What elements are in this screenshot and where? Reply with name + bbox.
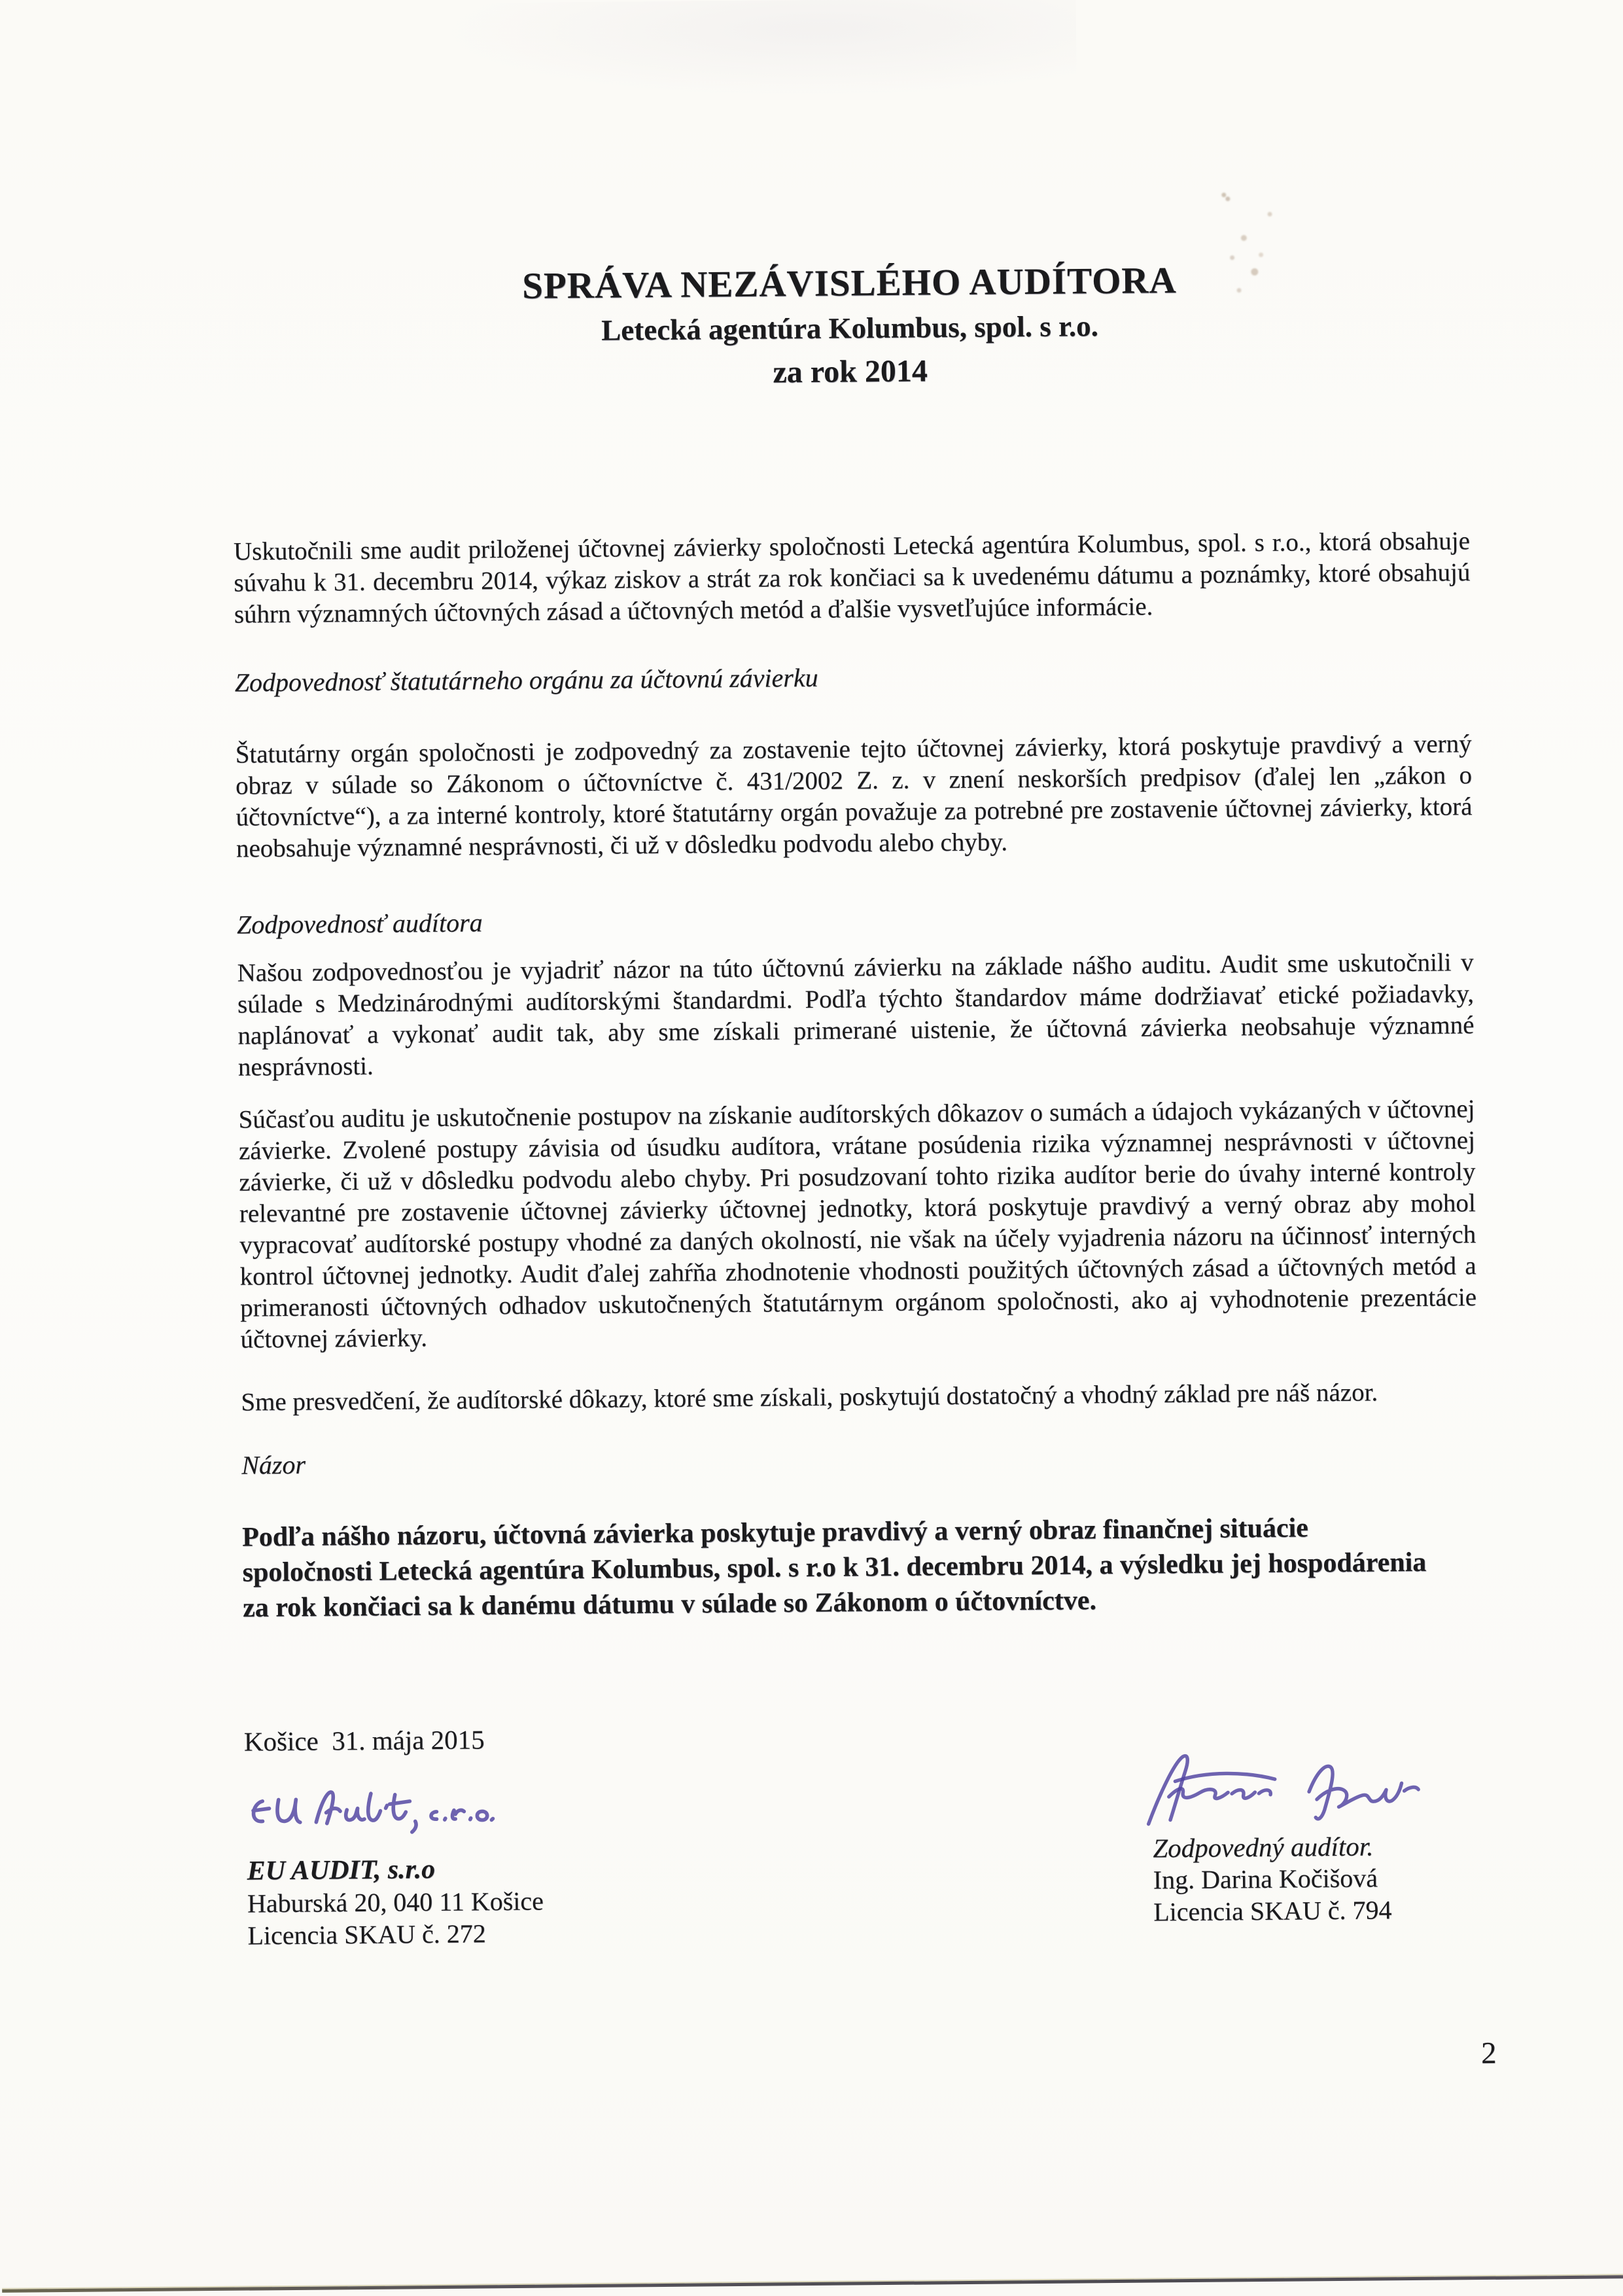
scan-speck-cluster [1221, 192, 1226, 197]
paragraph-opinion: Podľa nášho názoru, účtovná závierka poskytuje pravdivý a verný obraz finančnej situácie spoločnosti Letecká agentúra Kolumbus, spol. s r.o k 31. decembru 2014, a výsledku jej hospodárenia za rok končiaci sa k danému dátumu v súlade so Zákonom o účtovníctve. [241, 1513, 1427, 1623]
place-and-date: Košice 31. mája 2015 [243, 1724, 485, 1757]
heading-auditor-responsibility: Zodpovednosť audítora [236, 908, 483, 940]
paragraph-intro: Uskutočnili sme audit priloženej účtovnej závierky spoločnosti Letecká agentúra Kolumbus, spol. s r.o., ktorá obsahuje súvahu k 31. decembru 2014, výkaz ziskov a strát za rok končiaci sa k uvedenému dátumu a poznámky, ktoré obsahujú súhrn významných účtovných zásad a účtovných metód a ďalšie vysvetľujúce informácie. [233, 527, 1471, 629]
scan-blotch-artifact [435, 0, 1077, 101]
page-number: 2 [1480, 2036, 1497, 2071]
paragraph-audit-procedures: Súčasťou auditu je uskutočnenie postupov na získanie audítorských dôkazov o sumách a údajoch vykázaných v účtovnej závierke. Zvolené postupy závisia od úsudku audítora, vrátane posúdenia rizika významnej nesprávnosti v účtovnej závierke, či už v dôsledku podvodu alebo chyby. Pri posudzovaní tohto rizika audítor berie do úvahy interné kontroly relevantné pre zostavenie účtovnej závierky účtovnej jednotky, ktorá poskytuje pravdivý a verný obraz aby mohol vypracovať audítorské postupy vhodné za daných okolností, nie však na účely vyjadrenia názoru na účinnosť interných kontrol účtovnej jednotky. Audit ďalej zahŕňa zhodnotenie vhodnosti použitých účtovných zásad a účtovných metód a primeranosti účtovných odhadov uskutočnených štatutárnym orgánom spoločnosti, ako aj vyhodnotenie prezentácie účtovnej závierky. [238, 1095, 1477, 1354]
auditor-name: Ing. Darina Kočišová [1153, 1863, 1378, 1895]
paragraph-auditor-responsibility: Našou zodpovednosťou je vyjadriť názor na túto účtovnú závierku na základe nášho auditu. Audit sme uskutočnili v súlade s Medzinárodnými audítorskými štandardmi. Podľa týchto štandardov máme dodržiavať etické požiadavky, naplánovať a vykonať audit tak, aby sme získali primerané uistenie, že účtovná závierka neobsahuje významné nesprávnosti. [237, 948, 1475, 1082]
firm-licence: Licencia SKAU č. 272 [247, 1918, 487, 1951]
report-title: SPRÁVA NEZÁVISLÉHO AUDÍTORA [521, 260, 1177, 307]
title-block [231, 257, 1469, 396]
paragraph-statutory: Štatutárny orgán spoločnosti je zodpovedný za zostavenie tejto účtovnej závierky, ktorá poskytuje pravdivý a verný obraz v súlade so Zákonom o účtovníctve č. 431/2002 Z. z. v znení neskorších predpisov (ďalej len „zákon o účtovníctve“), a za interné kontroly, ktoré štatutárny orgán považuje za potrebné pre zostavenie účtovnej závierky, ktorá neobsahuje významné nesprávnosti, či už v dôsledku podvodu alebo chyby. [235, 730, 1473, 863]
auditor-role: Zodpovedný audítor. [1153, 1831, 1374, 1863]
firm-signature-ink [246, 1781, 534, 1852]
auditor-signature-strokes [1148, 1754, 1419, 1824]
firm-name: EU AUDIT, s.r.o [247, 1854, 436, 1886]
heading-statutory-responsibility: Zodpovednosť štatutárneho orgánu za účtovnú závierku [234, 662, 818, 698]
firm-address: Haburská 20, 040 11 Košice [247, 1886, 544, 1918]
auditor-licence: Licencia SKAU č. 794 [1153, 1895, 1392, 1927]
auditor-signature-block [1134, 1750, 1442, 1928]
firm-signature-block [246, 1781, 544, 1952]
paragraph-evidence: Sme presvedčení, že audítorské dôkazy, ktoré sme získali, poskytujú dostatočný a vhodný základ pre náš názor. [241, 1378, 1378, 1417]
auditor-signature-ink [1134, 1750, 1442, 1829]
report-year: za rok 2014 [773, 353, 928, 390]
company-name-title: Letecká agentúra Kolumbus, spol. s r.o. [601, 309, 1099, 347]
scan-edge-line [2, 2275, 1623, 2293]
heading-opinion: Názor [241, 1449, 306, 1480]
firm-signature-strokes [253, 1791, 493, 1833]
